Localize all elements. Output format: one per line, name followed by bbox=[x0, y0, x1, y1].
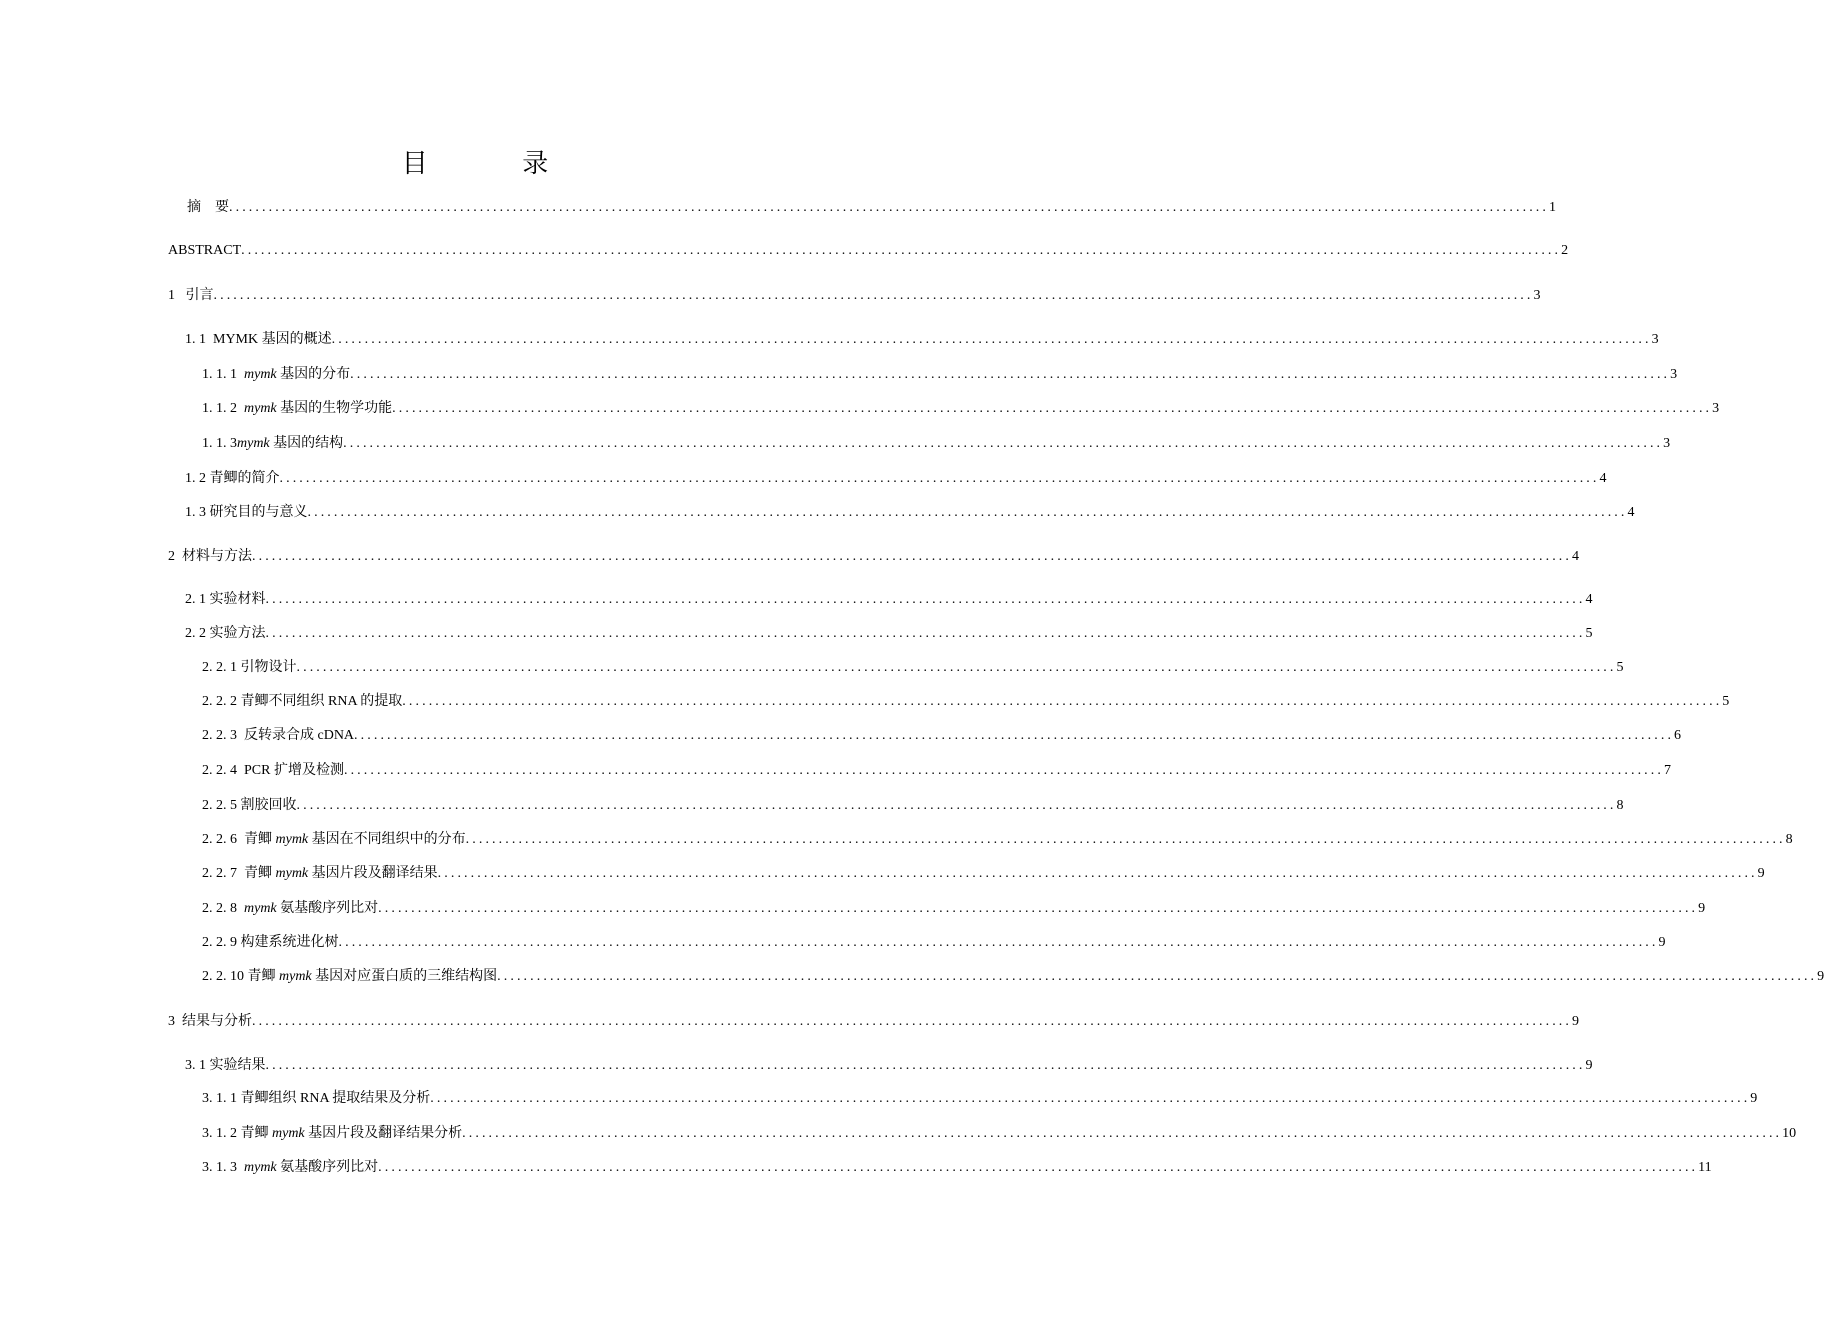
toc-text: 摘 要 bbox=[187, 200, 229, 215]
toc-text: 基因片段及翻译结果分析 bbox=[304, 1126, 463, 1141]
toc-entry-label bbox=[185, 590, 266, 610]
dot-leader: ........................................................................................................................................................................................................ bbox=[279, 471, 1600, 486]
dot-leader: ........................................................................................................................................................................................................ bbox=[378, 1160, 1699, 1175]
toc-page-number: 6 bbox=[1674, 728, 1682, 743]
toc-page-number: 9 bbox=[1757, 866, 1765, 881]
toc-entry-label bbox=[202, 933, 339, 953]
toc-text: 2. 2. 1 引物设计 bbox=[202, 660, 297, 675]
toc-entry-label bbox=[202, 1158, 378, 1178]
toc-entry[interactable] bbox=[168, 547, 1579, 567]
dot-leader: ........................................................................................................................................................................................................ bbox=[350, 367, 1671, 382]
toc-entry[interactable] bbox=[202, 899, 1706, 919]
toc-entry-label bbox=[187, 198, 229, 218]
toc-entry-label bbox=[185, 330, 332, 350]
toc-text: 2. 2. 4 PCR 扩增及检测 bbox=[202, 763, 344, 778]
toc-entry[interactable] bbox=[202, 830, 1793, 850]
gene-name: mymk bbox=[279, 969, 312, 984]
toc-entry-label bbox=[168, 286, 214, 306]
toc-text: 1. 2 青鲫的简介 bbox=[185, 471, 280, 486]
toc-entry[interactable] bbox=[202, 864, 1765, 884]
gene-name: mymk bbox=[237, 436, 270, 451]
toc-page-number: 9 bbox=[1572, 1014, 1579, 1029]
toc-text: 1. 1. 2 bbox=[202, 401, 244, 416]
gene-name: mymk bbox=[244, 367, 277, 382]
toc-page-number: 3 bbox=[1663, 436, 1671, 451]
gene-name: mymk bbox=[275, 866, 309, 881]
toc-entry[interactable] bbox=[202, 399, 1720, 419]
toc-page-number: 3 bbox=[1712, 401, 1720, 416]
toc-text: 2. 2. 6 青鲫 bbox=[202, 832, 276, 847]
dot-leader: ........................................................................................................................................................................................................ bbox=[437, 866, 1758, 881]
toc-page-number: 3 bbox=[1533, 288, 1541, 303]
dot-leader: ........................................................................................................................................................................................................ bbox=[338, 935, 1659, 950]
toc-text: 3. 1. 1 青鲫组织 RNA 提取结果及分析 bbox=[202, 1091, 431, 1106]
toc-entry[interactable] bbox=[168, 241, 1569, 261]
gene-name: mymk bbox=[272, 1126, 305, 1141]
toc-page-number: 9 bbox=[1658, 935, 1666, 950]
dot-leader: ........................................................................................................................................................................................................ bbox=[265, 626, 1586, 641]
dot-leader: ........................................................................................................................................................................................................ bbox=[402, 694, 1723, 709]
dot-leader: ........................................................................................................................................................................................................ bbox=[252, 1014, 1572, 1029]
dot-leader: ........................................................................................................................................................................................................ bbox=[252, 549, 1572, 564]
toc-entry-label bbox=[202, 726, 354, 746]
toc-entry[interactable] bbox=[168, 1012, 1579, 1032]
toc-text: 氨基酸序列比对 bbox=[276, 901, 379, 916]
toc-entry-label bbox=[202, 899, 378, 919]
toc-entry[interactable] bbox=[202, 658, 1624, 678]
toc-page-number: 4 bbox=[1627, 505, 1635, 520]
toc-entry[interactable] bbox=[202, 933, 1666, 953]
toc-page-number: 4 bbox=[1599, 471, 1607, 486]
dot-leader: ........................................................................................................................................................................................................ bbox=[392, 401, 1713, 416]
toc-entry-label bbox=[185, 503, 308, 523]
toc-entry[interactable] bbox=[202, 726, 1682, 746]
toc-entry[interactable] bbox=[202, 796, 1624, 816]
toc-text: 2. 2. 9 构建系统进化树 bbox=[202, 935, 339, 950]
dot-leader: ........................................................................................................................................................................................................ bbox=[241, 243, 1562, 258]
toc-entry[interactable] bbox=[187, 198, 1556, 218]
toc-entry[interactable] bbox=[185, 503, 1635, 523]
dot-leader: ........................................................................................................................................................................................................ bbox=[430, 1091, 1751, 1106]
toc-entry-label bbox=[202, 967, 497, 987]
toc-text: 基因对应蛋白质的三维结构图 bbox=[311, 969, 498, 984]
toc-entry-label bbox=[202, 365, 350, 385]
dot-leader: ........................................................................................................................................................................................................ bbox=[265, 1058, 1586, 1073]
toc-text: 基因的生物学功能 bbox=[276, 401, 393, 416]
dot-leader: ........................................................................................................................................................................................................ bbox=[462, 1126, 1783, 1141]
dot-leader: ........................................................................................................................................................................................................ bbox=[343, 436, 1664, 451]
toc-page-number: 5 bbox=[1722, 694, 1730, 709]
toc-text: 基因的结构 bbox=[269, 436, 344, 451]
toc-entry[interactable] bbox=[185, 1056, 1593, 1076]
toc-entry-label bbox=[168, 241, 241, 261]
toc-text: 2. 2. 5 割胶回收 bbox=[202, 798, 297, 813]
toc-entry-label bbox=[202, 399, 392, 419]
gene-name: mymk bbox=[275, 832, 309, 847]
gene-name: mymk bbox=[244, 401, 277, 416]
toc-entry[interactable] bbox=[202, 1158, 1712, 1178]
toc-page-number: 4 bbox=[1585, 592, 1593, 607]
toc-entry[interactable] bbox=[202, 434, 1671, 454]
toc-page-number: 5 bbox=[1585, 626, 1593, 641]
toc-text: 1. 3 研究目的与意义 bbox=[185, 505, 308, 520]
toc-entry[interactable] bbox=[185, 624, 1593, 644]
dot-leader: ........................................................................................................................................................................................................ bbox=[343, 763, 1664, 778]
toc-entry[interactable] bbox=[202, 365, 1678, 385]
toc-text: 1. 1. 1 bbox=[202, 367, 244, 382]
toc-entry[interactable] bbox=[202, 1124, 1797, 1144]
toc-entry-label bbox=[185, 469, 280, 489]
toc-text: 3. 1 实验结果 bbox=[185, 1058, 266, 1073]
gene-name: mymk bbox=[244, 901, 277, 916]
dot-leader: ........................................................................................................................................................................................................ bbox=[331, 332, 1652, 347]
dot-leader: ........................................................................................................................................................................................................ bbox=[265, 592, 1586, 607]
toc-entry-label bbox=[202, 658, 297, 678]
toc-entry[interactable] bbox=[202, 761, 1671, 781]
toc-text: 氨基酸序列比对 bbox=[276, 1160, 379, 1175]
toc-text: 3. 1. 2 青鲫 bbox=[202, 1126, 272, 1141]
toc-text: 2. 2. 7 青鲫 bbox=[202, 866, 276, 881]
toc-text: 2. 2. 10 青鲫 bbox=[202, 969, 279, 984]
toc-page-number: 3 bbox=[1651, 332, 1659, 347]
toc-entry[interactable] bbox=[168, 286, 1541, 306]
toc-text: 2. 1 实验材料 bbox=[185, 592, 266, 607]
toc-text: ABSTRACT bbox=[168, 243, 242, 258]
dot-leader: ........................................................................................................................................................................................................ bbox=[378, 901, 1699, 916]
toc-entry-label bbox=[185, 1056, 266, 1076]
toc-text: 2. 2 实验方法 bbox=[185, 626, 266, 641]
toc-page-number: 3 bbox=[1670, 367, 1678, 382]
dot-leader: ........................................................................................................................................................................................................ bbox=[307, 505, 1628, 520]
toc-page-number: 8 bbox=[1616, 798, 1624, 813]
gene-name: mymk bbox=[244, 1160, 277, 1175]
dot-leader: ........................................................................................................................................................................................................ bbox=[354, 728, 1675, 743]
dot-leader: ........................................................................................................................................................................................................ bbox=[465, 832, 1786, 847]
toc-entry-label bbox=[202, 761, 344, 781]
toc-text: 1. 1. 3 bbox=[202, 436, 237, 451]
toc-entry-label bbox=[202, 796, 297, 816]
toc-page-number: 7 bbox=[1663, 763, 1671, 778]
toc-page-number: 10 bbox=[1782, 1126, 1797, 1141]
toc-page-number: 2 bbox=[1561, 243, 1569, 258]
toc-page-number: 5 bbox=[1616, 660, 1624, 675]
toc-entry-label bbox=[202, 830, 466, 850]
toc-text: 3. 1. 3 bbox=[202, 1160, 244, 1175]
toc-text: 基因片段及翻译结果 bbox=[308, 866, 438, 881]
toc-entry[interactable] bbox=[202, 967, 1824, 987]
toc-entry[interactable] bbox=[185, 330, 1659, 350]
toc-entry-label bbox=[202, 864, 438, 884]
toc-entry[interactable] bbox=[202, 692, 1730, 712]
toc-entry[interactable] bbox=[202, 1089, 1758, 1109]
toc-entry-label bbox=[185, 624, 266, 644]
dot-leader: ........................................................................................................................................................................................................ bbox=[296, 660, 1617, 675]
dot-leader: ........................................................................................................................................................................................................ bbox=[497, 969, 1818, 984]
toc-page-number: 9 bbox=[1750, 1091, 1758, 1106]
toc-page-number: 9 bbox=[1817, 969, 1824, 984]
toc-entry[interactable] bbox=[185, 590, 1593, 610]
toc-text: 1. 1 MYMK 基因的概述 bbox=[185, 332, 332, 347]
toc-text: 1 引言 bbox=[168, 288, 214, 303]
toc-text: 基因在不同组织中的分布 bbox=[308, 832, 466, 847]
toc-entry-label bbox=[168, 547, 252, 567]
toc-entry-label bbox=[202, 1089, 430, 1109]
toc-page-number: 1 bbox=[1549, 200, 1556, 215]
toc-text: 3 结果与分析 bbox=[168, 1014, 252, 1029]
toc-text: 2. 2. 8 bbox=[202, 901, 244, 916]
toc-entry-label bbox=[202, 692, 402, 712]
dot-leader: ........................................................................................................................................................................................................ bbox=[296, 798, 1617, 813]
dot-leader: ........................................................................................................................................................................................................ bbox=[229, 200, 1549, 215]
toc-entry-label bbox=[168, 1012, 252, 1032]
toc-text: 基因的分布 bbox=[276, 367, 351, 382]
toc-page-number: 8 bbox=[1785, 832, 1793, 847]
toc-entry-label bbox=[202, 434, 343, 454]
toc-entry-label bbox=[202, 1124, 462, 1144]
toc-page-number: 9 bbox=[1698, 901, 1706, 916]
toc-text: 2. 2. 3 反转录合成 cDNA bbox=[202, 728, 355, 743]
toc-entry[interactable] bbox=[185, 469, 1607, 489]
toc-page-number: 4 bbox=[1572, 549, 1579, 564]
toc-page-number: 11 bbox=[1698, 1160, 1712, 1175]
toc-page-number: 9 bbox=[1585, 1058, 1593, 1073]
page-title: 目 录 bbox=[401, 149, 593, 178]
toc-text: 2. 2. 2 青鲫不同组织 RNA 的提取 bbox=[202, 694, 403, 709]
toc-text: 2 材料与方法 bbox=[168, 549, 252, 564]
dot-leader: ........................................................................................................................................................................................................ bbox=[213, 288, 1534, 303]
